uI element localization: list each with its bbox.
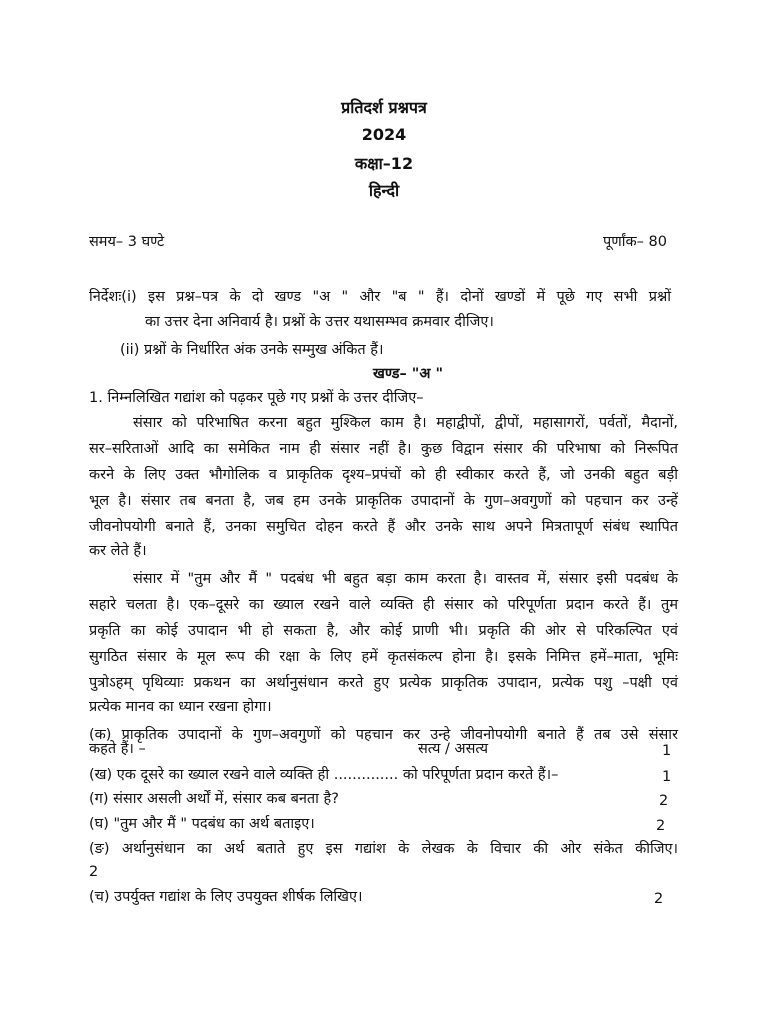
paper-title: प्रतिदर्श प्रश्नपत्र bbox=[341, 98, 427, 117]
subject-label: हिन्दी bbox=[368, 181, 400, 200]
marks-gha: 2 bbox=[656, 818, 666, 834]
marks-cha: 2 bbox=[654, 891, 664, 907]
passage-line: प्रत्येक मानव का ध्यान रखना होगा। bbox=[89, 699, 272, 715]
passage-line: सर–सरिताओं आदि का समेकित नाम ही संसार नहीं है। कुछ विद्वान संसार की परिभाषा को निरूपित bbox=[89, 441, 678, 457]
passage-line: कर लेते हैं। bbox=[89, 543, 147, 559]
subquestion-gha: (घ) "तुम और मैं " पदबंध का अर्थ बताइए। bbox=[89, 816, 315, 832]
true-false-option: सत्य / असत्य bbox=[418, 741, 489, 757]
paper-year: 2024 bbox=[361, 125, 407, 144]
marks-nga: 2 bbox=[89, 864, 99, 880]
passage-line: सुगठित संसार के मूल रूप की रक्षा के लिए हमें कृतसंकल्प होना है। इसके निमित्त हमें–माता, भूमिः bbox=[89, 649, 678, 665]
passage-line: प्रकृति का कोई उपादान भी हो सकता है, और कोई प्राणी भी। प्रकृति की ओर से परिकल्पित एवं bbox=[89, 623, 678, 639]
marks-label: पूर्णांक– 80 bbox=[603, 234, 667, 250]
question-prompt: 1. निम्नलिखित गद्यांश को पढ़कर पूछे गए प्रश्नों के उत्तर दीजिए– bbox=[89, 390, 424, 406]
class-label: कक्षा–12 bbox=[354, 154, 414, 173]
instruction-line-1: निर्देशः(i) इस प्रश्न–पत्र के दो खण्ड "अ " और "ब " हैं। दोनों खण्डों में पूछे गए सभी प्रश्नों bbox=[89, 289, 671, 305]
subquestion-ga: (ग) संसार असली अर्थों में, संसार कब बनता है? bbox=[89, 791, 339, 807]
passage-line: संसार को परिभाषित करना बहुत मुश्किल काम है। महाद्वीपों, द्वीपों, महासागरों, पर्वतों, मैदानों, bbox=[133, 415, 678, 431]
marks-ka: 1 bbox=[662, 743, 672, 759]
instruction-line-2: का उत्तर देना अनिवार्य है। प्रश्नों के उत्तर यथासम्भव क्रमवार दीजिए। bbox=[145, 314, 494, 330]
passage-line: पुत्रोऽहम् पृथिव्याः प्रकथन का अर्थानुसंधान करते हुए प्रत्येक प्राकृतिक उपादान, प्रत्येक पशु –पक्षी एवं bbox=[89, 675, 678, 691]
subquestion-ka-cont: कहते हैं। – bbox=[89, 741, 146, 757]
marks-kha: 1 bbox=[662, 769, 672, 785]
passage-line: संसार में "तुम और मैं " पदबंध भी बहुत बड़ा काम करता है। वास्तव में, संसार इसी पदबंध के bbox=[133, 571, 678, 587]
time-label: समय– 3 घण्टे bbox=[89, 234, 165, 250]
subquestion-kha: (ख) एक दूसरे का ख्याल रखने वाले व्यक्ति ही .............. को परिपूर्णता प्रदान करते हैं।– bbox=[89, 767, 559, 783]
passage-line: सहारे चलता है। एक–दूसरे का ख्याल रखने वाले व्यक्ति ही संसार को परिपूर्णता प्रदान करते हैं। तुम bbox=[89, 597, 678, 613]
subquestion-nga: (ङ) अर्थानुसंधान का अर्थ बताते हुए इस गद्यांश के लेखक के विचार की ओर संकेत कीजिए। bbox=[89, 841, 678, 857]
passage-line: करने के लिए उक्त भौगोलिक व प्राकृतिक दृश्य–प्रपंचों को ही स्वीकार करते हैं, जो उनकी बहुत बड़ी bbox=[89, 467, 678, 483]
passage-line: भूल है। संसार तब बनता है, जब हम उनके प्राकृतिक उपादानों के गुण–अवगुणों को पहचान कर उन्हें bbox=[89, 493, 678, 509]
section-heading: खण्ड– "अ " bbox=[373, 366, 444, 382]
subquestion-ka: (क) प्राकृतिक उपादानों के गुण–अवगुणों को पहचान कर उन्हे जीवनोपयोगी बनाते हैं तब उसे संसार bbox=[89, 727, 678, 743]
instruction-line-3: (ii) प्रश्नों के निर्धारित अंक उनके सम्मुख अंकित हैं। bbox=[120, 342, 384, 358]
marks-ga: 2 bbox=[659, 793, 669, 809]
subquestion-cha: (च) उपर्युक्त गद्यांश के लिए उपयुक्त शीर्षक लिखिए। bbox=[89, 889, 363, 905]
passage-line: जीवनोपयोगी बनाते हैं, उनका समुचित दोहन करते हैं और उनके साथ अपने मित्रतापूर्ण संबंध स्थापित bbox=[89, 519, 678, 535]
